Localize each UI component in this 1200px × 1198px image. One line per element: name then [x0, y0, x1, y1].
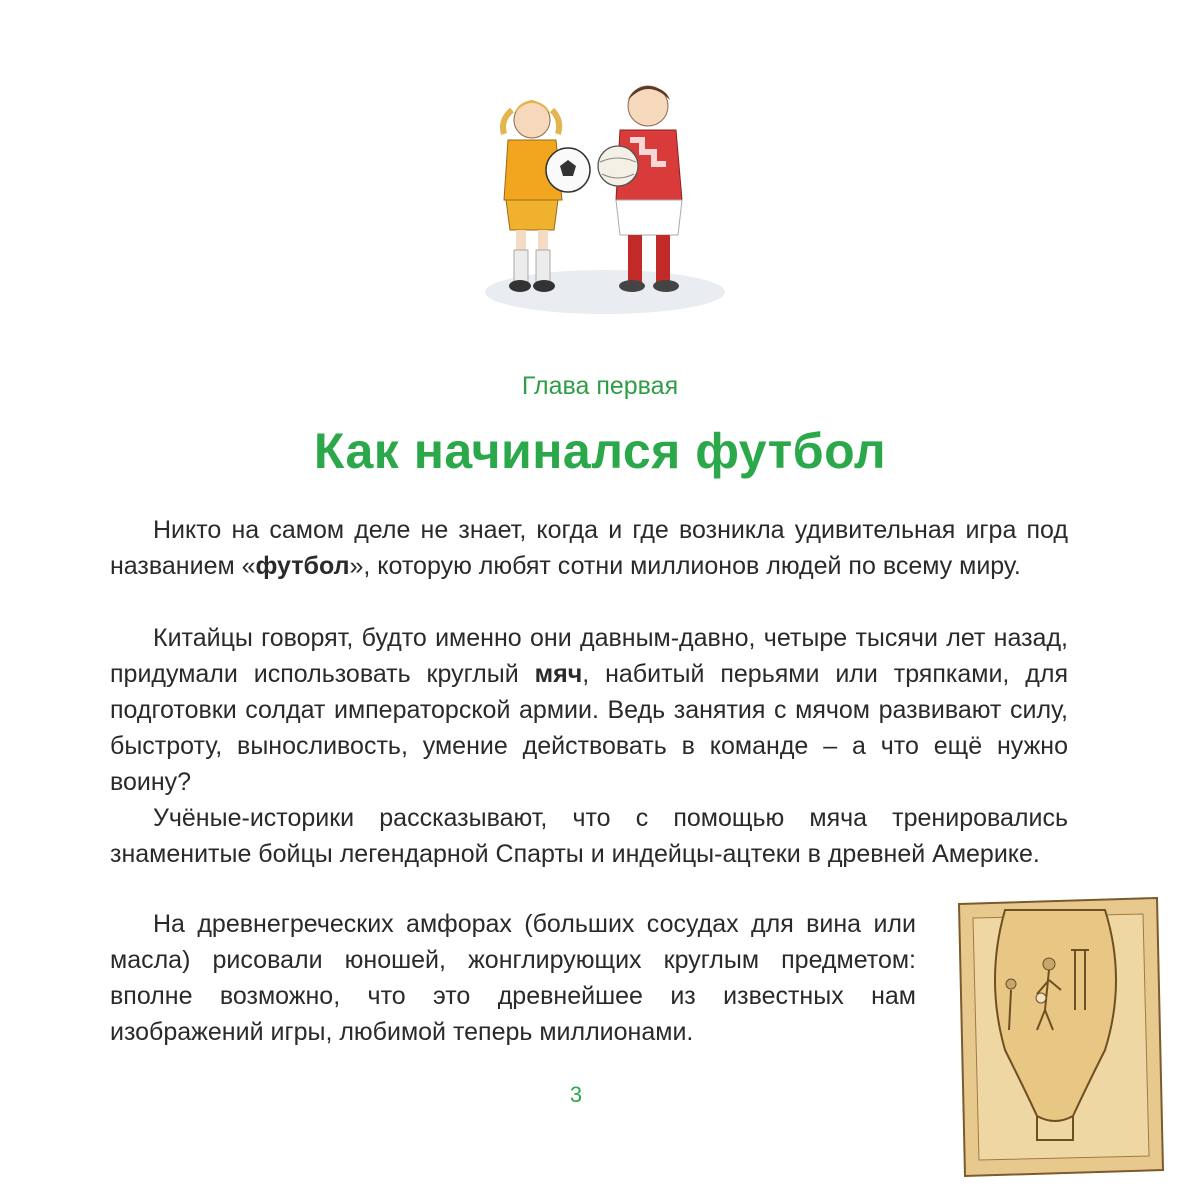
paragraph-4-text: На древнегреческих амфорах (больших сосудах для вина или масла) рисовали юношей, жонглирующих круглым предметом: вполне возможно, что это древнейшее из известных нам изображений игры, любимой теперь миллионами.	[110, 910, 916, 1046]
keyword-football: футбол	[255, 552, 350, 580]
paragraph-1	[110, 512, 1068, 584]
paragraph-4	[110, 906, 916, 1050]
girl-figure	[503, 100, 562, 292]
chapter-label: Глава первая	[521, 372, 679, 400]
paragraph-2	[110, 620, 1068, 800]
paragraph-1-text-a: Никто на самом деле не знает, когда и где возникла удивительная игра под названием «	[110, 516, 1068, 580]
chapter-title: Как начинался футбол	[313, 423, 887, 479]
paragraph-1-text-b: », которую любят сотни миллионов людей по всему миру.	[349, 552, 1021, 580]
paragraph-2-text-b: , набитый перьями или тряпками, для подготовки солдат императорской армии. Ведь занятия с мячом развивают силу, быстроту, выносливость, умение действовать в команде – а что ещё нужно воину?	[110, 660, 1068, 796]
page-number: 3	[569, 1082, 583, 1107]
children-with-balls-illustration	[470, 70, 740, 330]
boy-figure	[616, 86, 682, 292]
paragraph-3-text: Учёные-историки рассказывают, что с помощью мяча тренировались знаменитые бойцы легендарной Спарты и индейцы-ацтеки в древней Америке.	[110, 804, 1068, 868]
paragraph-2-text-a: Китайцы говорят, будто именно они давным-давно, четыре тысячи лет назад, придумали использовать круглый	[110, 624, 1068, 688]
keyword-ball: мяч	[534, 660, 583, 688]
paragraph-3	[110, 800, 1068, 872]
ancient-relief-illustration	[945, 890, 1170, 1180]
